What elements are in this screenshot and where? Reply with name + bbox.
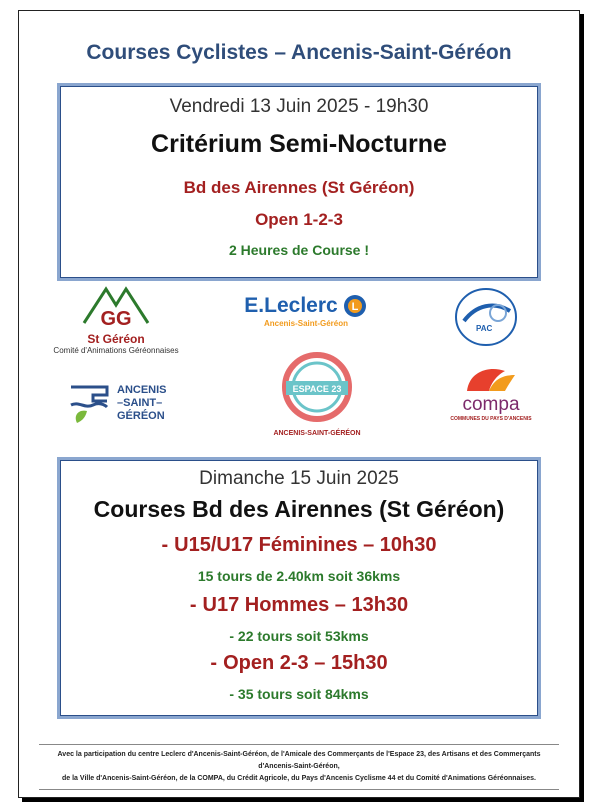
espace23-caption: ANCENIS-SAINT-GÉRÉON [273,430,361,437]
compa-icon [461,363,521,393]
race-1 [60,534,538,557]
leclerc-name: E.Leclerc [244,294,338,317]
event1-duration: 2 Heures de Course ! [228,242,370,258]
leclerc-icon [342,293,368,319]
compa-name: compa [462,394,520,415]
race-2-dash: - [189,594,197,616]
race-1-detail: 15 tours de 2.40km soit 36kms [197,568,401,584]
poster [18,10,580,798]
race-1-label: U15/U17 Féminines – 10h30 [174,534,437,556]
event1-category: Open 1-2-3 [255,210,343,229]
footer-line1: Avec la participation du centre Leclerc d'Ancenis-Saint-Géréon, de l'Amicale des Commerçants de l'Espace 23, des Artisans et des Commerçants d'Ancenis-Saint-Géréon, [57,751,541,770]
espace23-icon [278,351,356,425]
race-3 [60,652,538,675]
ancenis-icon [67,381,111,425]
event1-box [57,83,541,281]
ancenis-line3: GÉRÉON [117,409,165,422]
event2-name: Courses Bd des Airennes (St Géréon) [93,496,505,522]
svg-text:L: L [351,301,359,313]
race-1-dash: - [161,534,169,556]
ancenis-logo [67,381,197,425]
ancenis-line2: –SAINT– [117,396,163,409]
race-3-detail: - 35 tours soit 84kms [229,686,369,702]
espace23-name: ESPACE 23 [292,384,342,394]
pac-logo [451,287,521,352]
event1-date: Vendredi 13 Juin 2025 - 19h30 [169,96,429,117]
leclerc-logo [231,293,381,328]
stgereon-emblem-icon [76,283,156,329]
footer-line2: de la Ville d'Ancenis-Saint-Géréon, de la COMPA, du Crédit Agricole, du Pays d'Ancenis Cyclisme 44 et du Comité d'Animations Géréonnaises. [62,775,536,782]
stgereon-name: St Géréon [87,332,145,346]
compa-logo [441,363,541,422]
event1-name: Critérium Semi-Nocturne [151,130,447,158]
race-3-label: Open 2-3 – 15h30 [223,652,388,674]
svg-text:GG: GG [100,308,132,329]
event1-place: Bd des Airennes (St Géréon) [183,178,415,197]
pac-name: PAC [476,324,493,333]
sponsors-footer [39,744,559,790]
stgereon-logo [41,283,191,355]
leclerc-caption: Ancenis-Saint-Géréon [263,319,348,328]
race-3-dash: - [210,652,218,674]
race-2-label: U17 Hommes – 13h30 [202,594,409,616]
ancenis-line1: ANCENIS [117,383,167,396]
race-2-detail: - 22 tours soit 53kms [229,628,369,644]
poster-title: Courses Cyclistes – Ancenis-Saint-Géréon [86,41,512,64]
event2-date: Dimanche 15 Juin 2025 [199,468,399,489]
pac-icon [454,287,518,347]
race-2 [60,594,538,617]
compa-caption: COMMUNES DU PAYS D'ANCENIS [450,416,532,422]
espace23-logo [267,351,367,437]
stgereon-caption: Comité d'Animations Géréonnaises [53,346,179,355]
event2-box [57,457,541,719]
